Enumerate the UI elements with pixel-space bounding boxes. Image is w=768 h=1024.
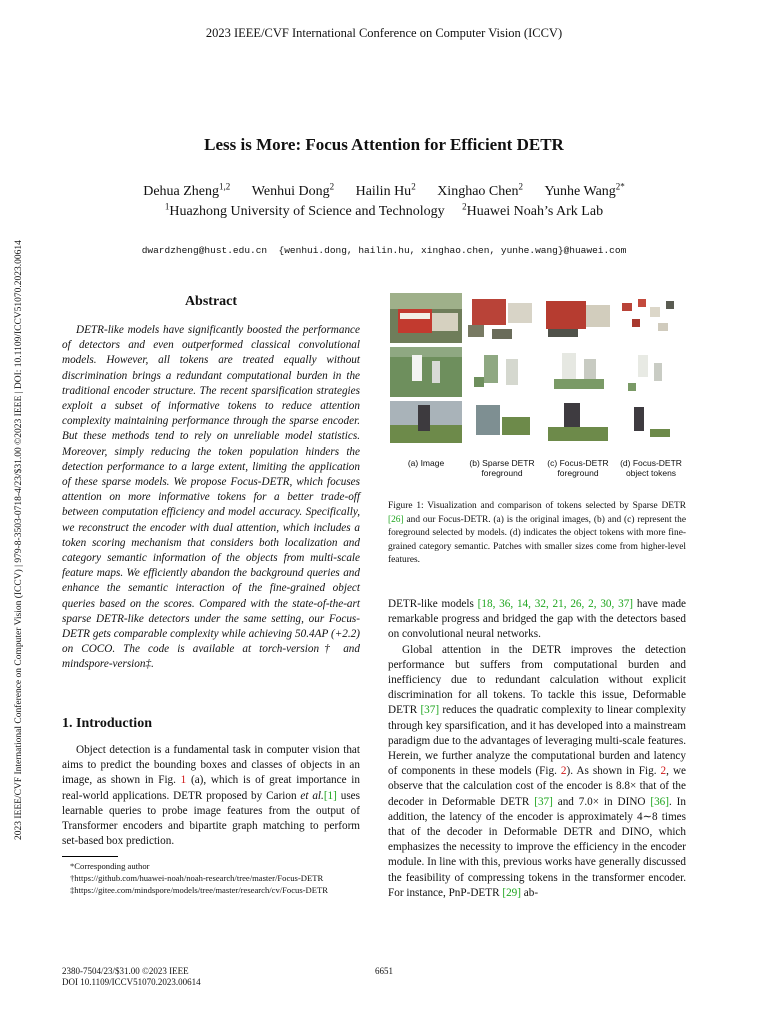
author: Hailin Hu$^2$ [355,181,416,199]
figure-1 [388,293,686,485]
citation-link[interactable]: [37] [534,795,553,808]
right-column-body [388,597,686,901]
citation-link[interactable]: [1] [323,789,337,802]
footnotes [62,860,360,896]
introduction-heading: 1. Introduction [62,716,152,731]
figure-1-caption: Figure 1: Visualization and comparison of tokens selected by Sparse DETR [26] and our Focus-DETR. (a) is the original images, (b) and (c) represent the foreground selected by models. (d) indicates the object tokens with more fine-grained category semantic. Patches with smaller sizes come from higher-level features. [388,501,686,566]
paragraph: Global attention in the DETR improves the detection performance but suffers from computational burden and inefficiency due to redundant calculation without explicit discrimination for all tokens. To tackle this issue, Deformable DETR [37] reduces the quadratic complexity to linear complexity through key sparsification, and it has developed into a mainstream paradigm due to the advantages of leveraging multi-scale features. Herein, we further analyze the computational burden and latency of components in these models (Fig. 2). As shown in Fig. 2, we observe that the calculation cost of the encoder is 8.8× that of the decoder in Deformable DETR [37] and 7.0× in DINO [36]. In addition, the latency of the encoder is approximately 4∼8 times that of the decoder in Deformable DETR and DINO, which emphasizes the necessity to improve the efficiency in the encoder module. In line with this, previous works have generally discussed the feasibility of compressing tokens in the transformer encoder. For instance, PnP-DETR [29] ab- [388,643,686,899]
footnote: †https://github.com/huawei-noah/noah-research/tree/master/Focus-DETR [70,873,324,883]
figure-ref-link[interactable]: 2 [660,765,667,778]
citation-link[interactable]: [36] [650,795,669,808]
author-emails: dwardzheng@hust.edu.cn {wenhui.dong, hailin.hu, xinghao.chen, yunhe.wang}@huawei.com [141,245,627,256]
citation-link[interactable]: [29] [502,886,521,899]
abstract-heading: Abstract [184,294,238,309]
subcaption-d: (d) Focus-DETR object tokens [620,458,682,478]
conference-header: 2023 IEEE/CVF International Conference on Computer Vision (ICCV) [205,26,563,40]
footnote: *Corresponding author [70,861,150,871]
figure-1-image-grid [388,293,686,443]
introduction-body: Object detection is a fundamental task in computer vision that aims to predict the bounding boxes and classes of objects in an image, as shown in Fig. 1 (a), which is of great importance in real-world applications. DETR proposed by Carion et al.[1] uses learnable queries to probe image features from the output of Transformer encoders and bipartite graph matching to perform set-based box prediction. [62,744,360,848]
footnote-divider [62,856,118,857]
affiliation: $^2$Huawei Noah’s Ark Lab [462,201,604,219]
figure-ref-link[interactable]: 2 [560,765,567,778]
page-number: 6651 [375,966,393,976]
citation-link[interactable]: [26] [388,514,404,525]
sidebar-citation [14,190,28,840]
affiliations [0,201,768,220]
author: Yunhe Wang$^{2*}$ [544,181,625,199]
paper-title: Less is More: Focus Attention for Efficient DETR [204,135,564,154]
author: Dehua Zheng$^{1,2}$ [143,181,231,199]
paragraph: DETR-like models [18, 36, 14, 32, 21, 26, 2, 30, 37] have made remarkable progress and bridged the gap with the detectors based on convolutional neural networks. [388,598,687,641]
citation-link[interactable]: [18, 36, 14, 32, 21, 26, 2, 30, 37] [477,598,634,610]
author: Xinghao Chen$^2$ [437,181,523,199]
abstract-body: DETR-like models have significantly boosted the performance of detectors and even outperformed classical convolutional models. However, all tokens are treated equally without discrimination brings a redundant computational burden in the traditional encoder structure. The recent sparsification strategies exploit a subset of informative tokens to reduce attention complexity maintaining performance through the sparse encoder. But these methods tend to rely on unreliable model statistics. Moreover, simply reducing the token population hinders the detection performance to a large extent, limiting the application of these sparse models. We propose Focus-DETR, which focuses attention on more informative tokens for a better trade-off between computation efficiency and model accuracy. Specifically, we reconstruct the encoder with dual attention, which includes a token scoring mechanism that considers both localization and category semantic information of the objects from multi-scale feature maps. We efficiently abandon the background queries and enhance the semantic interaction of the fine-grained object queries based on the scores. Compared with the state-of-the-art sparse DETR-like detectors under the same setting, our Focus-DETR gets comparable complexity while achieving 50.4AP (+2.2) on COCO. The code is available at torch-version† and mindspore-version‡. [62,324,360,671]
subcaption-b: (b) Sparse DETR foreground [469,458,535,478]
sidebar-text: 2023 IEEE/CVF International Conference on Computer Vision (ICCV) | 979-8-3503-0718-4/23/$31.00 ©2023 IEEE | DOI: 10.1109/ICCV51070.2023.00614 [14,240,24,840]
footer-issn: 2380-7504/23/$31.00 ©2023 IEEE [62,966,189,976]
footnote: ‡https://gitee.com/mindspore/models/tree/master/research/cv/Focus-DETR [70,885,328,895]
author-list [0,181,768,200]
subcaption-a: (a) Image [407,458,445,468]
subcaption-c: (c) Focus-DETR foreground [547,458,609,478]
figure-1-subcaptions [388,458,686,486]
affiliation: $^1$Huazhong University of Science and Technology [164,201,445,219]
figure-ref-link[interactable]: 1 [180,774,187,787]
author: Wenhui Dong$^2$ [251,181,335,199]
citation-link[interactable]: [37] [420,704,440,717]
footer-doi: DOI 10.1109/ICCV51070.2023.00614 [62,977,201,987]
